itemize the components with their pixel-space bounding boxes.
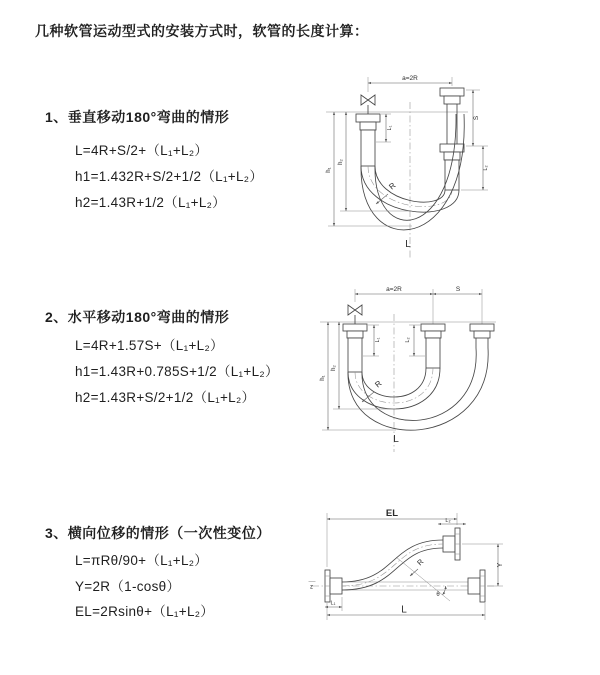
diagram-horizontal-bend bbox=[312, 280, 597, 460]
radius-callout bbox=[410, 557, 426, 576]
top-dimension-a2r bbox=[368, 75, 452, 92]
dim-label-L2: L₂ bbox=[405, 337, 411, 343]
braided-hose-section bbox=[445, 160, 459, 190]
dim-label-R: R bbox=[387, 180, 398, 192]
dim-label-L-total: L bbox=[405, 239, 411, 250]
angle-label-theta: θ bbox=[436, 592, 440, 598]
section-1-formula-h2: h2=1.43R+1/2（L₁+L₂） bbox=[75, 195, 226, 210]
section-3-formula-EL: EL=2Rsinθ+（L₁+L₂） bbox=[75, 604, 215, 619]
dim-label-h1: h₁ bbox=[320, 375, 326, 381]
dim-label-h2: h₂ bbox=[338, 159, 344, 165]
dimension-L bbox=[327, 600, 485, 620]
dim-label-L-total: L bbox=[393, 434, 399, 445]
left-fitting bbox=[356, 114, 380, 166]
dim-label-a2r: a=2R bbox=[402, 75, 418, 82]
dimension-EL bbox=[327, 508, 457, 567]
braided-hose-section bbox=[361, 130, 375, 166]
dim-label-L2: L₂ bbox=[483, 165, 489, 171]
top-dimension-a2r bbox=[355, 286, 482, 324]
section-2-formula-h2: h2=1.43R+S/2+1/2（L₁+L₂） bbox=[75, 390, 256, 405]
braided-hose-section bbox=[426, 338, 440, 368]
dim-label-h2: h₂ bbox=[331, 365, 337, 371]
section-3-formula-Y: Y=2R（1-cosθ） bbox=[75, 579, 181, 594]
dim-label-L2: L₂ bbox=[445, 518, 451, 524]
valve-icon bbox=[348, 305, 362, 315]
section-3-formula-L: L=πRθ/90+（L₁+L₂） bbox=[75, 553, 209, 568]
section-3-heading: 3、横向位移的情形（一次性变位） bbox=[45, 525, 271, 541]
right-pipe bbox=[440, 88, 464, 190]
left-flange bbox=[325, 570, 342, 602]
dimension-S bbox=[466, 90, 488, 146]
section-1-heading: 1、垂直移动180°弯曲的情形 bbox=[45, 109, 230, 125]
section-1-formula-h1: h1=1.432R+S/2+1/2（L₁+L₂） bbox=[75, 169, 264, 184]
dim-label-S: S bbox=[455, 286, 461, 293]
dim-label-Y: Y bbox=[497, 562, 504, 568]
section-2-formula-L: L=4R+1.57S+（L₁+L₂） bbox=[75, 338, 224, 353]
dim-label-L1: L₁ bbox=[387, 125, 393, 131]
dim-label-EL: EL bbox=[385, 508, 399, 519]
diagram-vertical-bend bbox=[312, 66, 597, 266]
dim-label-a2r: a=2R bbox=[386, 286, 402, 293]
dim-label-L-total: L bbox=[401, 604, 407, 616]
section-2-formula-h1: h1=1.43R+0.785S+1/2（L₁+L₂） bbox=[75, 364, 279, 379]
left-fitting bbox=[343, 324, 367, 372]
middle-fitting bbox=[421, 324, 445, 368]
page-title: 几种软管运动型式的安装方式时，软管的长度计算： bbox=[35, 23, 369, 39]
dimension-L2 bbox=[461, 146, 489, 190]
right-fitting-shifted bbox=[470, 324, 494, 348]
right-flange-displaced bbox=[443, 528, 460, 560]
hose-s-curve bbox=[342, 540, 443, 590]
dim-label-R: R bbox=[373, 378, 384, 390]
diagram-lateral-displacement bbox=[298, 497, 598, 652]
section-2-heading: 2、水平移动180°弯曲的情形 bbox=[45, 309, 230, 325]
valve-icon bbox=[361, 95, 375, 105]
dim-label-S: S bbox=[473, 115, 480, 121]
axis-mark-label: z bbox=[310, 584, 313, 591]
section-1-formula-L: L=4R+S/2+（L₁+L₂） bbox=[75, 143, 209, 158]
dim-label-h1: h₁ bbox=[326, 167, 332, 173]
dim-label-L1: L₁ bbox=[330, 600, 336, 607]
dim-label-R: R bbox=[415, 557, 426, 568]
hose-arcs bbox=[348, 348, 488, 430]
braided-hose-section bbox=[348, 338, 362, 372]
right-flange-original bbox=[468, 570, 485, 602]
dim-label-L1: L₁ bbox=[375, 337, 381, 343]
